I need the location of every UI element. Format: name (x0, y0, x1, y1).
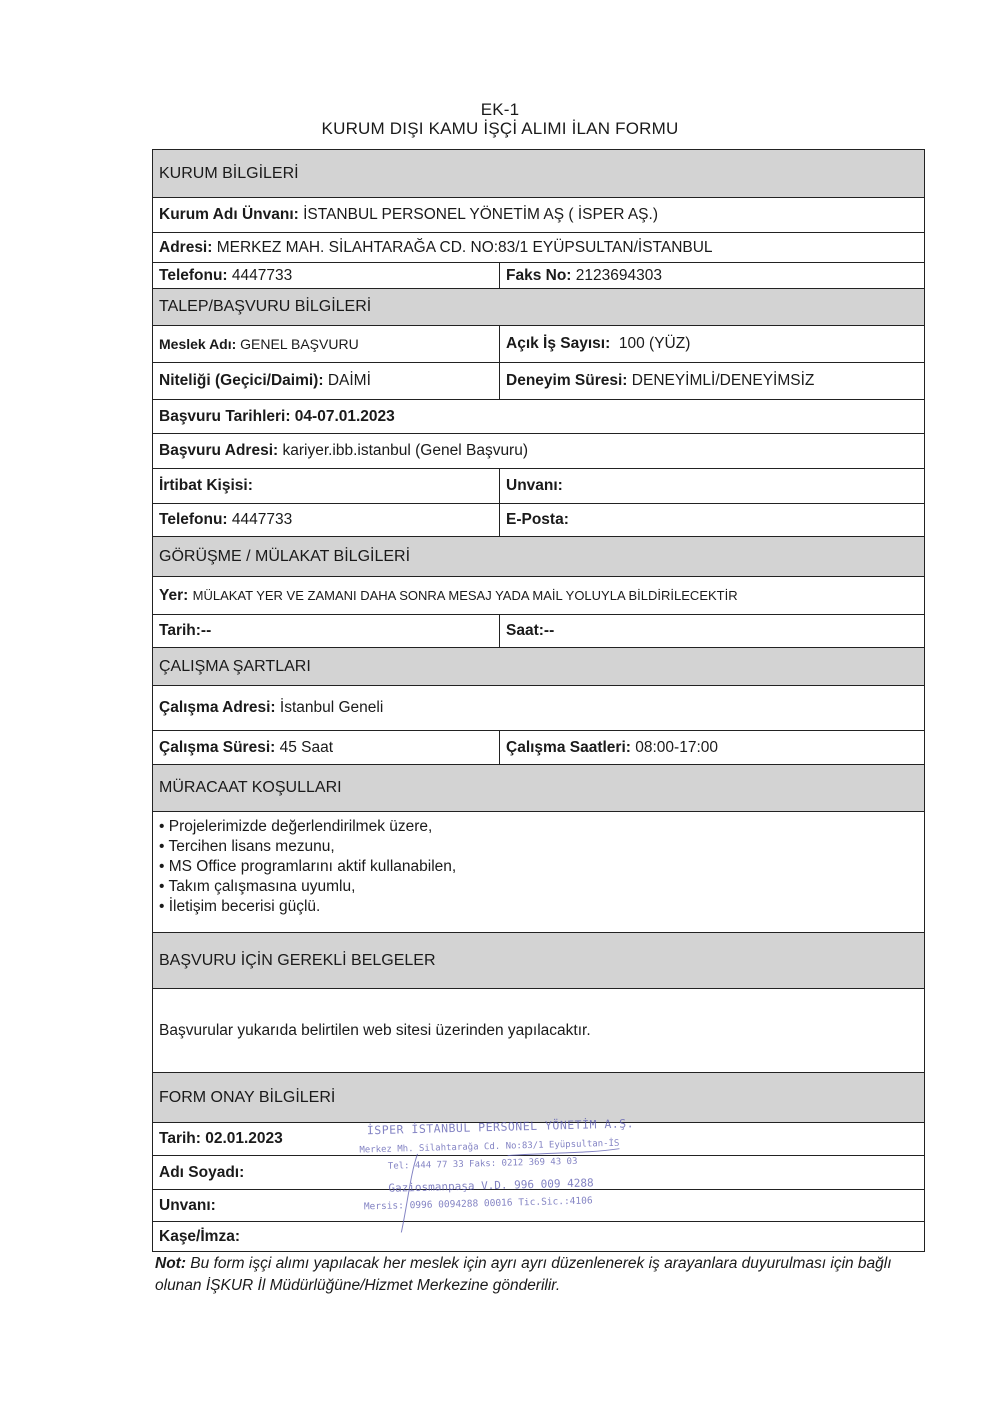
announcement-form-table (152, 149, 925, 1252)
list-item: • MS Office programlarını aktif kullanabilen, (159, 858, 457, 875)
kurum-telefon-label: Telefonu: (159, 266, 228, 284)
basvuru-adres-value: kariyer.ibb.istanbul (Genel Başvuru) (282, 442, 529, 459)
mulakat-tarih-cell: Tarih:-- (153, 615, 500, 648)
calisma-saat-label: Çalışma Saatleri: (506, 738, 631, 756)
section-gorusme (153, 537, 925, 577)
row-irtibat (153, 469, 925, 504)
section-belgeler-heading: BAŞVURU İÇİN GEREKLİ BELGELER (153, 933, 925, 989)
talep-telefon-cell (153, 504, 500, 537)
kurum-faks-cell (500, 263, 925, 289)
belgeler-text: Başvurular yukarıda belirtilen web sitesi üzerinden yapılacaktır. (153, 989, 925, 1073)
nitelik-value: DAİMİ (327, 372, 371, 389)
deneyim-value: DENEYİMLİ/DENEYİMSİZ (631, 372, 815, 389)
section-talep-heading: TALEP/BAŞVURU BİLGİLERİ (153, 289, 925, 326)
section-muracaat (153, 765, 925, 812)
row-kurum-iletisim (153, 263, 925, 289)
stamp-line-2: Merkez Mh. Silahtarağa Cd. No:83/1 Eyüpsultan-İS (359, 1138, 620, 1156)
section-calisma (153, 648, 925, 686)
stamp-line-3: Tel: 444 77 33 Faks: 0212 369 43 03 (387, 1156, 578, 1172)
onay-adsoyad-cell: Adı Soyadı: (153, 1156, 925, 1190)
row-basvuru-tarih (153, 400, 925, 434)
row-talep-iletisim (153, 504, 925, 537)
talep-telefon-label: Telefonu: (159, 511, 228, 528)
kurum-adres-cell (153, 233, 925, 263)
kurum-faks-label: Faks No: (506, 266, 572, 284)
row-basvuru-adres (153, 434, 925, 469)
acik-is-value: 100 (YÜZ) (618, 335, 691, 352)
irtibat-cell: İrtibat Kişisi: (153, 469, 500, 504)
kurum-faks-value: 2123694303 (575, 266, 662, 284)
onay-kase-cell: Kaşe/İmza: (153, 1222, 925, 1252)
section-belgeler (153, 933, 925, 989)
row-calisma-adres (153, 686, 925, 731)
section-onay-heading: FORM ONAY BİLGİLERİ (153, 1073, 925, 1123)
section-talep (153, 289, 925, 326)
deneyim-label: Deneyim Süresi: (506, 372, 628, 389)
basvuru-tarih-cell: Başvuru Tarihleri: 04-07.01.2023 (153, 400, 925, 434)
form-title: KURUM DIŞI KAMU İŞÇİ ALIMI İLAN FORMU (321, 119, 679, 138)
meslek-cell (153, 326, 500, 363)
company-stamp (357, 1108, 635, 1233)
row-muracaat-kosullari (153, 812, 925, 933)
kurum-adi-value: İSTANBUL PERSONEL YÖNETİM AŞ ( İSPER AŞ.) (303, 206, 658, 223)
kurum-telefon-value: 4447733 (231, 266, 293, 284)
calisma-saat-cell (500, 731, 925, 765)
stamp-line-4: Gaziosmanpaşa V.D. 996 009 4288 (388, 1176, 594, 1195)
row-mulakat-zaman (153, 615, 925, 648)
row-belgeler (153, 989, 925, 1073)
calisma-adres-label: Çalışma Adresi: (159, 699, 276, 716)
onay-tarih-cell: Tarih: 02.01.2023 (153, 1123, 925, 1156)
section-muracaat-heading: MÜRACAAT KOŞULLARI (153, 765, 925, 812)
row-kurum-adres (153, 233, 925, 263)
mulakat-yer-cell (153, 577, 925, 615)
basvuru-adres-cell (153, 434, 925, 469)
calisma-adres-cell (153, 686, 925, 731)
row-mulakat-yer (153, 577, 925, 615)
row-calisma-sure (153, 731, 925, 765)
kurum-adi-label: Kurum Adı Ünvanı: (159, 206, 299, 223)
kurum-telefon-cell (153, 263, 500, 289)
row-meslek (153, 326, 925, 363)
kurum-adres-value: MERKEZ MAH. SİLAHTARAĞA CD. NO:83/1 EYÜPSULTAN/İSTANBUL (216, 238, 713, 256)
list-item: • İletişim becerisi güçlü. (159, 898, 321, 915)
irtibat-unvan-cell: Unvanı: (500, 469, 925, 504)
calisma-saat-value: 08:00-17:00 (635, 738, 718, 756)
stamp-line-5: Mersis: 0996 0094288 00016 Tic.Sic.:4106 (363, 1195, 593, 1213)
list-item: • Takım çalışmasına uyumlu, (159, 878, 356, 895)
kurum-adres-label: Adresi: (159, 238, 213, 256)
list-item: • Tercihen lisans mezunu, (159, 838, 335, 855)
stamp-line-1: İSPER İSTANBUL PERSONEL YÖNETİM A.Ş. (366, 1116, 635, 1138)
section-kurum (153, 150, 925, 198)
acik-is-label: Açık İş Sayısı: (506, 335, 611, 352)
meslek-label: Meslek Adı: (159, 336, 237, 352)
mulakat-yer-value: MÜLAKAT YER VE ZAMANI DAHA SONRA MESAJ YADA MAİL YOLUYLA BİLDİRİLECEKTİR (192, 587, 738, 603)
mulakat-yer-label: Yer: (159, 586, 189, 604)
nitelik-label: Niteliği (Geçici/Daimi): (159, 372, 324, 389)
deneyim-cell (500, 363, 925, 400)
calisma-sure-label: Çalışma Süresi: (159, 738, 276, 756)
section-gorusme-heading: GÖRÜŞME / MÜLAKAT BİLGİLERİ (153, 537, 925, 577)
kurum-adi-cell (153, 198, 925, 233)
footnote (155, 1253, 925, 1297)
row-nitelik (153, 363, 925, 400)
meslek-value: GENEL BAŞVURU (240, 336, 359, 352)
onay-unvan-cell: Unvanı: (153, 1190, 925, 1222)
acik-is-cell (500, 326, 925, 363)
eposta-cell: E-Posta: (500, 504, 925, 537)
talep-telefon-value: 4447733 (231, 511, 293, 528)
section-calisma-heading: ÇALIŞMA ŞARTLARI (153, 648, 925, 686)
calisma-sure-cell (153, 731, 500, 765)
mulakat-saat-cell: Saat:-- (500, 615, 925, 648)
footnote-text: Bu form işçi alımı yapılacak her meslek için ayrı ayrı düzenlenerek iş arayanlara duyurulması için bağlı olunan İŞKUR İl Müdürlüğüne/Hizmet Merkezine gönderilir. (155, 1255, 892, 1294)
footnote-label: Not: (155, 1255, 186, 1272)
form-code: EK-1 (480, 100, 520, 119)
basvuru-adres-label: Başvuru Adresi: (159, 442, 279, 459)
calisma-adres-value: İstanbul Geneli (279, 699, 384, 716)
muracaat-list (153, 812, 925, 933)
calisma-sure-value: 45 Saat (279, 738, 334, 756)
list-item: • Projelerimizde değerlendirilmek üzere, (159, 818, 433, 835)
section-kurum-heading: KURUM BİLGİLERİ (153, 150, 925, 198)
nitelik-cell (153, 363, 500, 400)
row-kurum-adi (153, 198, 925, 233)
